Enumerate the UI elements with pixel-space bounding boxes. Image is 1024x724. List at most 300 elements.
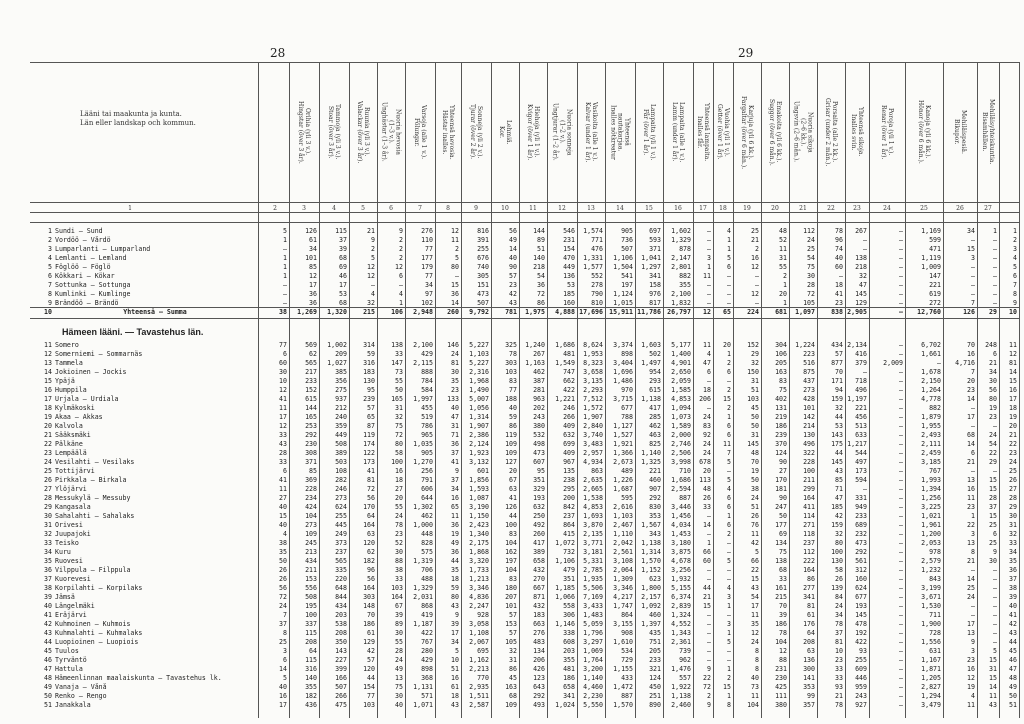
municipality-name: Kuhmoinen — Kuhmois xyxy=(55,620,131,628)
table-row xyxy=(0,494,1024,503)
row-index: 48 xyxy=(44,674,52,682)
table-cell: 130 xyxy=(363,377,375,385)
table-cell: 141 xyxy=(803,674,815,682)
table-cell: — xyxy=(707,611,711,619)
table-cell: 31 xyxy=(509,656,517,664)
table-cell: 4,853 xyxy=(671,395,691,403)
column-header-label: Mehiläispesiä. Bikupor. xyxy=(953,110,967,154)
table-cell: 496 xyxy=(803,440,815,448)
table-cell: 80 xyxy=(835,539,843,547)
table-cell: 119 xyxy=(363,431,375,439)
table-cell: 12 xyxy=(279,386,287,394)
table-cell: 41 xyxy=(367,467,375,475)
table-cell: 50 xyxy=(751,476,759,484)
table-cell: 937 xyxy=(335,395,347,403)
table-cell: 351 xyxy=(563,575,575,583)
table-cell: 72 xyxy=(395,431,403,439)
table-cell: 2 xyxy=(399,254,403,262)
table-cell: 3,185 xyxy=(921,458,941,466)
table-cell: 16 xyxy=(279,692,287,700)
table-cell: 295 xyxy=(563,485,575,493)
table-cell: 575 xyxy=(421,548,433,556)
table-cell: 35 xyxy=(1009,557,1017,565)
table-cell: 36 xyxy=(309,290,317,298)
table-cell: 78 xyxy=(395,521,403,529)
table-cell: 6 xyxy=(707,368,711,376)
table-cell: 144 xyxy=(305,404,317,412)
table-cell: 145 xyxy=(747,440,759,448)
table-cell: 740 xyxy=(477,263,489,271)
municipality-name: Korpilahti — Korpilaks xyxy=(55,584,143,592)
table-cell: 978 xyxy=(929,548,941,556)
table-cell: 48 xyxy=(703,485,711,493)
table-cell: 1,035 xyxy=(413,440,433,448)
table-cell: 7 xyxy=(971,368,975,376)
table-cell: 11 xyxy=(279,485,287,493)
table-cell: 593 xyxy=(649,236,661,244)
table-cell: 584 xyxy=(421,386,433,394)
table-cell: 695 xyxy=(477,647,489,655)
table-cell: 138 xyxy=(391,341,403,349)
table-cell: 75 xyxy=(395,683,403,691)
table-cell: 37 xyxy=(451,449,459,457)
municipality-name: Vesilahti — Vesilaks xyxy=(55,458,135,466)
table-cell: 43 xyxy=(509,299,517,307)
table-cell: 1,556 xyxy=(921,638,941,646)
table-cell: 450 xyxy=(649,683,661,691)
table-cell: — xyxy=(899,566,903,574)
table-cell: 23 xyxy=(451,386,459,394)
column-header xyxy=(350,66,376,198)
table-cell: 195 xyxy=(305,602,317,610)
table-cell: 1,527 xyxy=(613,431,633,439)
table-cell: 44 xyxy=(509,512,517,520)
table-cell: 4 xyxy=(707,350,711,358)
table-cell: — xyxy=(993,638,997,646)
column-number: 14 xyxy=(616,205,624,212)
header-rule xyxy=(30,62,1020,63)
table-cell: 56 xyxy=(367,575,375,583)
table-cell: 552 xyxy=(591,272,603,280)
table-cell: 1,162 xyxy=(469,656,489,664)
table-row xyxy=(0,503,1024,512)
table-cell: — xyxy=(283,290,287,298)
table-cell: 93 xyxy=(835,683,843,691)
table-cell: 232 xyxy=(855,530,867,538)
table-cell: 4 xyxy=(399,290,403,298)
table-cell: 571 xyxy=(421,692,433,700)
table-cell: 8 xyxy=(727,701,731,709)
table-cell: 188 xyxy=(505,395,517,403)
table-cell: 49 xyxy=(1009,683,1017,691)
summary-row xyxy=(0,308,1024,317)
table-cell: 90 xyxy=(779,458,787,466)
table-cell: 23 xyxy=(989,413,997,421)
table-cell: 429 xyxy=(421,656,433,664)
table-cell: 1 xyxy=(727,665,731,673)
table-cell: 59 xyxy=(451,584,459,592)
table-cell: — xyxy=(863,236,867,244)
table-cell: — xyxy=(993,263,997,271)
table-row xyxy=(0,575,1024,584)
table-cell: 44 xyxy=(703,584,711,592)
table-cell: 221 xyxy=(929,281,941,289)
table-cell: 41 xyxy=(509,494,517,502)
table-cell: 460 xyxy=(649,476,661,484)
table-cell: 6 xyxy=(727,263,731,271)
table-cell: 205 xyxy=(775,359,787,367)
table-cell: 86 xyxy=(509,422,517,430)
table-cell: 193 xyxy=(533,494,545,502)
table-cell: 153 xyxy=(505,620,517,628)
table-row xyxy=(0,602,1024,611)
table-cell: 619 xyxy=(929,290,941,298)
table-cell: 304 xyxy=(775,341,787,349)
table-cell: 2,561 xyxy=(613,548,633,556)
table-cell: 138 xyxy=(855,254,867,262)
column-header-label: Lehmiä. Kor. xyxy=(498,119,512,145)
table-cell: 285 xyxy=(649,413,661,421)
table-cell: 165 xyxy=(305,413,317,421)
table-cell: 25 xyxy=(807,245,815,253)
table-cell: 357 xyxy=(803,701,815,709)
table-cell: — xyxy=(899,602,903,610)
table-cell: — xyxy=(899,620,903,628)
table-cell: — xyxy=(899,350,903,358)
row-index: 39 xyxy=(44,593,52,601)
table-cell: — xyxy=(993,299,997,307)
table-cell: 30 xyxy=(989,377,997,385)
municipality-name: Jokioinen — Jockis xyxy=(55,368,127,376)
table-cell: 658 xyxy=(533,557,545,565)
total-rule xyxy=(30,318,1020,319)
table-cell: 810 xyxy=(591,299,603,307)
table-cell: 402 xyxy=(775,395,787,403)
table-cell: 26 xyxy=(279,575,287,583)
municipality-name: Brändöö — Brändö xyxy=(55,299,119,307)
table-cell: — xyxy=(899,227,903,235)
table-cell: 1,935 xyxy=(583,575,603,583)
row-index: 50 xyxy=(44,692,52,700)
table-cell: 9 xyxy=(971,638,975,646)
table-cell: 83 xyxy=(509,377,517,385)
table-cell: 100 xyxy=(505,521,517,529)
table-cell: 1,205 xyxy=(921,674,941,682)
table-cell: 32 xyxy=(835,530,843,538)
municipality-name: Tuulos xyxy=(55,647,79,655)
table-cell: 159 xyxy=(831,521,843,529)
table-cell: — xyxy=(863,368,867,376)
table-cell: 54 xyxy=(807,254,815,262)
table-cell: 7 xyxy=(971,299,975,307)
row-index: 38 xyxy=(44,584,52,592)
table-cell: 164 xyxy=(363,521,375,529)
municipality-name: Yhteensä — Summa xyxy=(123,308,187,316)
table-cell: 22 xyxy=(967,521,975,529)
table-cell: — xyxy=(993,593,997,601)
table-cell: 907 xyxy=(649,485,661,493)
table-cell: 250 xyxy=(533,512,545,520)
table-cell: 905 xyxy=(421,449,433,457)
table-cell: 844 xyxy=(335,593,347,601)
table-cell: 9 xyxy=(399,227,403,235)
table-cell: 12 xyxy=(367,272,375,280)
row-index: 9 xyxy=(48,299,52,307)
table-cell: 37 xyxy=(835,629,843,637)
table-cell: 182 xyxy=(363,557,375,565)
table-cell: 246 xyxy=(563,404,575,412)
table-cell: — xyxy=(727,647,731,655)
table-cell: — xyxy=(727,299,731,307)
table-cell: 3,180 xyxy=(671,539,691,547)
table-cell: 864 xyxy=(621,611,633,619)
table-cell: 11 xyxy=(451,512,459,520)
table-cell: 2,423 xyxy=(469,521,489,529)
table-cell: 1,187 xyxy=(413,620,433,628)
table-cell: 102 xyxy=(421,299,433,307)
table-cell: 37 xyxy=(339,236,347,244)
table-cell: 6 xyxy=(727,431,731,439)
table-cell: 50 xyxy=(395,386,403,394)
table-cell: 13 xyxy=(967,629,975,637)
row-index: 8 xyxy=(48,290,52,298)
table-cell: 1,150 xyxy=(469,512,489,520)
municipality-name: Kuru xyxy=(55,548,71,556)
table-cell: 145 xyxy=(855,611,867,619)
table-cell: 31 xyxy=(1009,521,1017,529)
row-index: 37 xyxy=(44,575,52,583)
table-cell: 6 xyxy=(283,467,287,475)
column-header xyxy=(790,66,816,198)
table-row xyxy=(0,656,1024,665)
municipality-name: Vilppula — Filppula xyxy=(55,566,131,574)
table-cell: 4,901 xyxy=(671,359,691,367)
table-cell: 341 xyxy=(563,692,575,700)
table-cell: 1 xyxy=(727,236,731,244)
table-cell: 15 xyxy=(989,656,997,664)
table-cell: — xyxy=(899,413,903,421)
table-cell: 648 xyxy=(335,584,347,592)
table-cell: — xyxy=(283,299,287,307)
table-cell: 51 xyxy=(537,245,545,253)
table-cell: 142 xyxy=(803,413,815,421)
table-cell: 4,552 xyxy=(671,620,691,628)
municipality-name: Hämeenlinnan maalaiskunta — Tavastehus lk. xyxy=(55,674,222,682)
table-cell: 513 xyxy=(855,422,867,430)
municipality-name: Orivesi xyxy=(55,521,83,529)
table-cell: 781 xyxy=(505,308,517,316)
table-cell: 2,635 xyxy=(583,476,603,484)
table-cell: 1,340 xyxy=(469,530,489,538)
table-cell: 4,034 xyxy=(671,521,691,529)
table-cell: 1,400 xyxy=(671,350,691,358)
table-cell: 1,953 xyxy=(583,350,603,358)
table-cell: 425 xyxy=(775,683,787,691)
table-cell: 338 xyxy=(563,629,575,637)
table-cell: 109 xyxy=(305,530,317,538)
table-cell: 5 xyxy=(727,254,731,262)
table-cell: 54 xyxy=(537,272,545,280)
municipality-name: Lemlanti — Lemland xyxy=(55,254,127,262)
table-cell: 1,169 xyxy=(921,227,941,235)
municipality-name: Janakkala xyxy=(55,701,91,709)
table-cell: 39 xyxy=(339,245,347,253)
table-cell: 33 xyxy=(779,575,787,583)
table-cell: 3,870 xyxy=(583,521,603,529)
table-cell: 1,486 xyxy=(613,377,633,385)
table-cell: 445 xyxy=(335,521,347,529)
table-cell: 8 xyxy=(283,629,287,637)
table-cell: 632 xyxy=(533,503,545,511)
table-cell: 101 xyxy=(305,254,317,262)
table-cell: 118 xyxy=(803,530,815,538)
table-cell: 17 xyxy=(751,602,759,610)
table-cell: 424 xyxy=(305,503,317,511)
table-cell: 148 xyxy=(363,602,375,610)
row-index: 2 xyxy=(48,236,52,244)
table-cell: 15 xyxy=(723,395,731,403)
table-cell: 24 xyxy=(395,512,403,520)
table-cell: 11 xyxy=(967,494,975,502)
table-cell: 45 xyxy=(1009,647,1017,655)
table-cell: 385 xyxy=(335,368,347,376)
table-cell: 213 xyxy=(305,548,317,556)
table-cell: 898 xyxy=(421,665,433,673)
table-cell: 243 xyxy=(855,692,867,700)
table-cell: — xyxy=(727,467,731,475)
table-cell: 50 xyxy=(279,557,287,565)
table-cell: 49 xyxy=(451,539,459,547)
table-cell: 73 xyxy=(395,368,403,376)
table-cell: 3,108 xyxy=(613,557,633,565)
table-cell: 303 xyxy=(505,359,517,367)
table-cell: 429 xyxy=(421,350,433,358)
table-cell: 160 xyxy=(563,299,575,307)
table-cell: 1,087 xyxy=(469,494,489,502)
table-cell: — xyxy=(371,281,375,289)
table-cell: 106 xyxy=(775,350,787,358)
table-cell: 6 xyxy=(727,368,731,376)
column-header xyxy=(818,66,844,198)
table-cell: 1,314 xyxy=(469,413,489,421)
column-header-label: Ruunia (yli 3 v.). Valackar (över 3 år). xyxy=(356,100,370,164)
table-cell: 422 xyxy=(855,638,867,646)
table-cell: 607 xyxy=(533,458,545,466)
row-index: 36 xyxy=(44,566,52,574)
table-cell: 2,827 xyxy=(921,683,941,691)
column-number: 9 xyxy=(474,205,478,212)
table-cell: 45 xyxy=(509,674,517,682)
table-cell: 32 xyxy=(395,413,403,421)
table-cell: 127 xyxy=(505,458,517,466)
row-index: 47 xyxy=(44,665,52,673)
table-cell: 863 xyxy=(591,467,603,475)
column-header xyxy=(664,66,692,198)
table-cell: 243 xyxy=(533,413,545,421)
municipality-name: Teisko xyxy=(55,539,79,547)
table-cell: 496 xyxy=(855,386,867,394)
table-cell: 663 xyxy=(533,620,545,628)
table-cell: — xyxy=(899,494,903,502)
table-cell: 882 xyxy=(929,404,941,412)
table-cell: 1,530 xyxy=(921,602,941,610)
table-cell: 1,094 xyxy=(671,404,691,412)
table-cell: 507 xyxy=(335,683,347,691)
table-cell: 6,374 xyxy=(671,593,691,601)
table-cell: — xyxy=(899,629,903,637)
table-cell: 411 xyxy=(803,503,815,511)
table-cell: 81 xyxy=(1009,359,1017,367)
table-row xyxy=(0,629,1024,638)
table-cell: 11 xyxy=(751,692,759,700)
table-cell: 1,324 xyxy=(671,611,691,619)
table-cell: 316 xyxy=(363,359,375,367)
table-cell: 228 xyxy=(305,485,317,493)
table-cell: 15 xyxy=(967,245,975,253)
column-header xyxy=(694,66,712,198)
table-cell: 4 xyxy=(727,485,731,493)
table-cell: 100 xyxy=(305,611,317,619)
table-cell: 14 xyxy=(1009,368,1017,376)
table-cell: 77 xyxy=(509,386,517,394)
table-cell: 246 xyxy=(335,485,347,493)
table-cell: 1 xyxy=(727,350,731,358)
table-cell: 4 xyxy=(283,530,287,538)
table-cell: 1,140 xyxy=(583,674,603,682)
table-cell: 1,056 xyxy=(469,404,489,412)
table-cell: 3,297 xyxy=(583,638,603,646)
caption-line-fi: Lääni tai maakunta ja kunta. xyxy=(80,110,182,118)
table-cell: 34 xyxy=(967,227,975,235)
table-cell: 24 xyxy=(967,593,975,601)
municipality-name: Somerniemi — Sommarnäs xyxy=(55,350,143,358)
table-cell: 109 xyxy=(505,440,517,448)
table-cell: 1 xyxy=(707,539,711,547)
table-cell: 1,686 xyxy=(555,341,575,349)
table-cell: 1 xyxy=(707,263,711,271)
table-cell: — xyxy=(899,308,903,316)
table-cell: 43 xyxy=(279,440,287,448)
table-cell: 1,472 xyxy=(613,683,633,691)
table-cell: 31 xyxy=(779,254,787,262)
municipality-name: Kökkari — Kökar xyxy=(55,272,115,280)
table-cell: 710 xyxy=(679,467,691,475)
table-cell: 1,343 xyxy=(671,629,691,637)
table-cell: 147 xyxy=(929,272,941,280)
row-index: 29 xyxy=(44,503,52,511)
table-cell: 308 xyxy=(305,449,317,457)
municipality-name: Sottunka — Sottunga xyxy=(55,281,131,289)
table-cell: 1,696 xyxy=(613,368,633,376)
table-cell: 58 xyxy=(395,449,403,457)
table-cell: 3,479 xyxy=(921,701,941,709)
table-cell: 92 xyxy=(703,431,711,439)
table-cell: 62 xyxy=(309,350,317,358)
table-cell: 17 xyxy=(1009,395,1017,403)
table-cell: 112 xyxy=(803,227,815,235)
table-cell: 224 xyxy=(747,308,759,316)
table-cell: 42 xyxy=(751,539,759,547)
table-cell: 15 xyxy=(703,602,711,610)
table-row xyxy=(0,440,1024,449)
table-cell: 158 xyxy=(649,281,661,289)
table-cell: 4,934 xyxy=(583,458,603,466)
column-number: 16 xyxy=(674,205,682,212)
table-cell: 41 xyxy=(835,290,843,298)
table-cell: 786 xyxy=(421,422,433,430)
table-cell: 221 xyxy=(649,467,661,475)
table-cell: 140 xyxy=(533,254,545,262)
